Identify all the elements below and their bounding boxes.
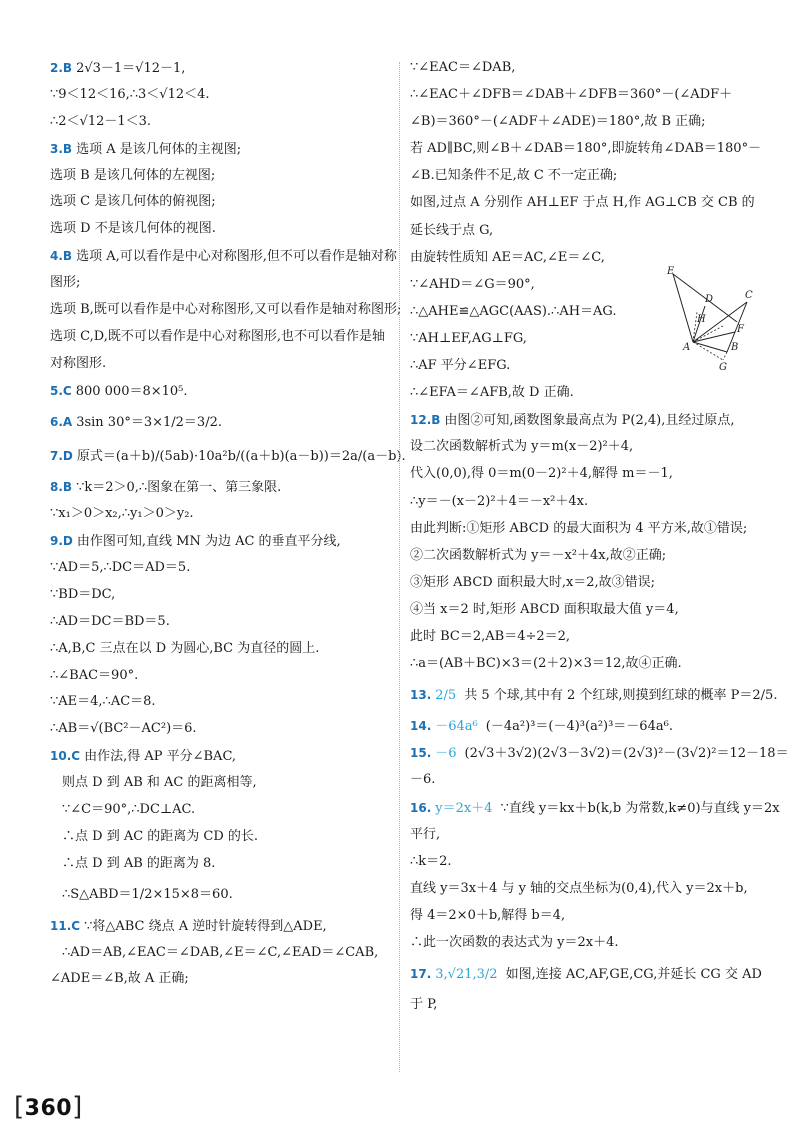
line-text: ∴S△ABD＝1/2×15×8＝60. — [62, 886, 233, 902]
text-line — [410, 546, 755, 566]
text-line — [50, 943, 388, 963]
line-text: 若 AD∥BC,则∠B＋∠DAB＝180°,即旋转角∠DAB＝180°－ — [410, 141, 762, 157]
text-line — [50, 773, 388, 793]
text-line — [50, 381, 388, 401]
question-number: 3.B — [50, 141, 73, 156]
text-line — [410, 798, 780, 818]
text-line — [410, 743, 789, 763]
text-line — [50, 354, 388, 374]
line-text: 对称图形. — [50, 355, 107, 371]
text-line — [50, 219, 388, 239]
line-text: 选项 B 是该几何体的左视图; — [50, 167, 216, 183]
question-number: 2.B — [50, 61, 73, 75]
text-line — [410, 221, 755, 241]
text-line — [410, 716, 755, 736]
text-line — [410, 654, 755, 674]
text-line — [50, 585, 388, 605]
line-text: 2√3－1＝√12－1, — [76, 61, 186, 76]
text-line — [50, 58, 388, 78]
text-line — [50, 881, 388, 909]
text-line — [50, 692, 388, 712]
line-text: (－4a²)³＝(－4)³(a²)³＝－64a⁶. — [485, 719, 673, 735]
text-line — [50, 612, 388, 632]
text-line — [50, 854, 388, 874]
line-text: ∵AD＝5,∴DC＝AD＝5. — [50, 560, 191, 576]
line-text: ∵将△ABC 绕点 A 逆时针旋转得到△ADE, — [84, 918, 327, 934]
text-line — [410, 464, 755, 484]
text-line — [50, 442, 406, 470]
question-number: 12.B — [410, 413, 441, 428]
text-line — [410, 58, 755, 78]
line-text: ∴k＝2. — [410, 853, 452, 869]
question-number: 8.B — [50, 480, 73, 495]
question-number: 10.C — [50, 749, 81, 764]
question-number: 6.A — [50, 414, 73, 429]
line-text: ∴点 D 到 AB 的距离为 8. — [62, 855, 216, 871]
text-line — [50, 639, 388, 659]
left-column — [50, 58, 406, 996]
text-line — [410, 879, 755, 899]
answer-value: 3,√21,3/2 — [435, 967, 498, 983]
line-text: ④当 x＝2 时,矩形 ABCD 面积取最大值 y＝4, — [410, 601, 679, 617]
line-text: ∴AB＝√(BC²－AC²)＝6. — [50, 721, 197, 737]
line-text: 如图,连接 AC,AF,GE,CG,并延长 CG 交 AD — [505, 967, 762, 983]
question-number: 16. — [410, 800, 432, 815]
line-text: 选项 D 不是该几何体的视图. — [50, 221, 216, 237]
text-line — [50, 273, 388, 293]
question-number: 7.D — [50, 449, 73, 464]
line-text: 选项 A,可以看作是中心对称图形,但不可以看作是轴对称 — [76, 249, 397, 265]
text-line — [50, 300, 402, 320]
text-line — [50, 85, 388, 105]
text-line — [410, 600, 755, 620]
line-text: ∴A,B,C 三点在以 D 为圆心,BC 为直径的圆上. — [50, 640, 320, 656]
line-text: ∴AF 平分∠EFG. — [410, 358, 511, 374]
text-line — [50, 139, 388, 159]
line-text: 选项 A 是该几何体的主视图; — [76, 141, 242, 157]
line-text: ∴点 D 到 AC 的距离为 CD 的长. — [62, 828, 259, 844]
text-line — [410, 437, 755, 457]
line-text: 由作法,得 AP 平分∠BAC, — [84, 749, 237, 765]
line-text: 则点 D 到 AB 和 AC 的距离相等, — [62, 775, 257, 791]
line-text: ∴AD＝DC＝BD＝5. — [50, 613, 170, 629]
line-text: ∴AD＝AB,∠EAC＝∠DAB,∠E＝∠C,∠EAD＝∠CAB, — [62, 944, 379, 960]
figure-label: H — [697, 314, 706, 325]
line-text: ∵BD＝DC, — [50, 586, 116, 602]
question-number: 17. — [410, 967, 432, 982]
question-number: 14. — [410, 719, 432, 734]
right-column — [410, 58, 789, 1022]
question-number: 15. — [410, 746, 432, 761]
column-divider — [399, 62, 400, 1072]
line-text: 选项 C 是该几何体的俯视图; — [50, 194, 216, 210]
question-number: 13. — [410, 688, 432, 703]
text-line — [50, 531, 388, 551]
line-text: 由图②可知,函数图象最高点为 P(2,4),且经过原点, — [444, 413, 735, 429]
line-text: ∵AE＝4,∴AC＝8. — [50, 694, 156, 710]
line-text: 由此判断:①矩形 ABCD 的最大面积为 4 平方米,故①错误; — [410, 520, 748, 536]
figure-label: G — [719, 362, 727, 373]
text-line — [50, 112, 388, 132]
text-line — [50, 558, 388, 578]
line-text: 得 4＝2×0＋b,解得 b＝4, — [410, 907, 566, 923]
line-text: ∵x₁＞0＞x₂,∴y₁＞0＞y₂. — [50, 506, 194, 522]
line-text: 800 000＝8×10⁵. — [75, 383, 188, 399]
line-text: ∵k＝2＞0,∴图象在第一、第三象限. — [76, 480, 282, 496]
text-line — [410, 193, 755, 213]
line-text: 由旋转性质知 AE＝AC,∠E＝∠C, — [410, 249, 605, 265]
line-text: ∴y＝－(x－2)²＋4＝－x²＋4x. — [410, 493, 589, 509]
line-text: 设二次函数解析式为 y＝m(x－2)²＋4, — [410, 439, 634, 455]
text-line — [50, 719, 388, 739]
line-text: 3sin 30°＝3×1/2＝3/2. — [76, 414, 222, 430]
text-line — [50, 800, 388, 820]
line-text: 直线 y＝3x＋4 与 y 轴的交点坐标为(0,4),代入 y＝2x＋b, — [410, 880, 748, 896]
text-line — [410, 852, 755, 872]
line-text: ∴∠EFA＝∠AFB,故 D 正确. — [410, 385, 574, 401]
figure-label: C — [745, 290, 753, 301]
line-text: ②二次函数解析式为 y＝－x²＋4x,故②正确; — [410, 547, 667, 563]
line-text: ∴2＜√12－1＜3. — [50, 113, 152, 129]
text-line — [410, 492, 755, 512]
line-text: ∵∠AHD＝∠G＝90°, — [410, 276, 535, 292]
text-line — [410, 681, 778, 709]
line-text: ∵直线 y＝kx＋b(k,b 为常数,k≠0)与直线 y＝2x — [500, 800, 780, 816]
rotation-diagram — [665, 264, 757, 376]
line-text: 共 5 个球,其中有 2 个红球,则摸到红球的概率 P＝2/5. — [464, 688, 778, 704]
question-number: 9.D — [50, 534, 73, 549]
line-text: ∴∠BAC＝90°. — [50, 667, 139, 683]
text-line — [410, 410, 755, 430]
line-text: ∴a＝(AB＋BC)×3＝(2＋2)×3＝12,故④正确. — [410, 656, 682, 672]
text-line — [410, 139, 762, 159]
line-text: ③矩形 ABCD 面积最大时,x＝2,故③错误; — [410, 574, 656, 590]
line-text: ∵AH⊥EF,AG⊥FG, — [410, 330, 527, 346]
line-text: 原式＝(a＋b)/(5ab)·10a²b/((a＋b)(a－b))＝2a/(a－b). — [76, 449, 406, 465]
answer-value: y＝2x＋4 — [435, 800, 493, 816]
line-text: ∠B.已知条件不足,故 C 不一定正确; — [410, 168, 618, 184]
text-line — [410, 825, 755, 845]
figure-label: A — [683, 342, 691, 353]
line-text: 此时 BC＝2,AB＝4÷2＝2, — [410, 628, 571, 644]
page-number: [360] — [14, 1092, 83, 1122]
line-text: 选项 B,既可以看作是中心对称图形,又可以看作是轴对称图形; — [50, 302, 402, 318]
figure-label: B — [731, 342, 739, 353]
geometry-figure — [665, 264, 757, 376]
text-line — [50, 746, 388, 766]
answer-value: －6 — [435, 746, 457, 762]
text-line — [410, 995, 755, 1015]
text-line — [410, 383, 755, 403]
text-line — [410, 573, 755, 593]
figure-label: D — [705, 294, 714, 305]
line-text: 图形; — [50, 275, 81, 291]
text-line — [50, 666, 388, 686]
question-number: 5.C — [50, 383, 72, 398]
text-line — [50, 408, 388, 436]
text-line — [50, 166, 388, 186]
line-text: 于 P, — [410, 997, 438, 1013]
line-text: 代入(0,0),得 0＝m(0－2)²＋4,解得 m＝－1, — [410, 466, 673, 482]
text-line — [50, 969, 388, 989]
line-text: 如图,过点 A 分别作 AH⊥EF 于点 H,作 AG⊥CB 交 CB 的 — [410, 195, 755, 211]
text-line — [410, 519, 755, 539]
text-line — [50, 916, 388, 936]
question-number: 4.B — [50, 249, 73, 264]
text-line — [50, 504, 388, 524]
text-line — [410, 960, 762, 988]
text-line — [410, 933, 755, 953]
line-text: ∵∠EAC＝∠DAB, — [410, 60, 516, 75]
line-text: ∴△AHE≌△AGC(AAS).∴AH＝AG. — [410, 303, 617, 319]
text-line — [410, 166, 755, 186]
text-line — [410, 770, 755, 790]
text-line — [50, 827, 388, 847]
line-text: ∴∠EAC＋∠DFB＝∠DAB＋∠DFB＝360°－(∠ADF＋ — [410, 87, 733, 103]
text-line — [410, 112, 755, 132]
text-line — [410, 85, 755, 105]
line-text: ∠ADE＝∠B,故 A 正确; — [50, 971, 189, 987]
line-text: 选项 C,D,既不可以看作是中心对称图形,也不可以看作是轴 — [50, 328, 385, 344]
line-text: 延长线于点 G, — [410, 222, 494, 238]
text-line — [50, 327, 388, 347]
line-text: ∴此一次函数的表达式为 y＝2x＋4. — [410, 935, 619, 950]
text-line — [50, 246, 397, 266]
text-line — [410, 627, 755, 647]
text-line — [50, 477, 388, 497]
line-text: ∵9＜12＜16,∴3＜√12＜4. — [50, 86, 210, 102]
line-text: 平行, — [410, 826, 441, 842]
line-text: (2√3＋3√2)(2√3－3√2)＝(2√3)²－(3√2)²＝12－18＝ — [464, 746, 789, 762]
line-text: 由作图可知,直线 MN 为边 AC 的垂直平分线, — [76, 534, 341, 550]
answer-value: 2/5 — [435, 688, 457, 704]
answer-value: －64a⁶ — [435, 719, 478, 735]
figure-label: F — [737, 324, 744, 335]
question-number: 11.C — [50, 918, 81, 933]
text-line — [410, 906, 755, 926]
figure-label: E — [667, 266, 675, 277]
line-text: ∠B)＝360°－(∠ADF＋∠ADE)＝180°,故 B 正确; — [410, 114, 706, 130]
line-text: －6. — [410, 772, 436, 788]
text-line — [50, 192, 388, 212]
line-text: ∵∠C＝90°,∴DC⊥AC. — [62, 802, 196, 818]
